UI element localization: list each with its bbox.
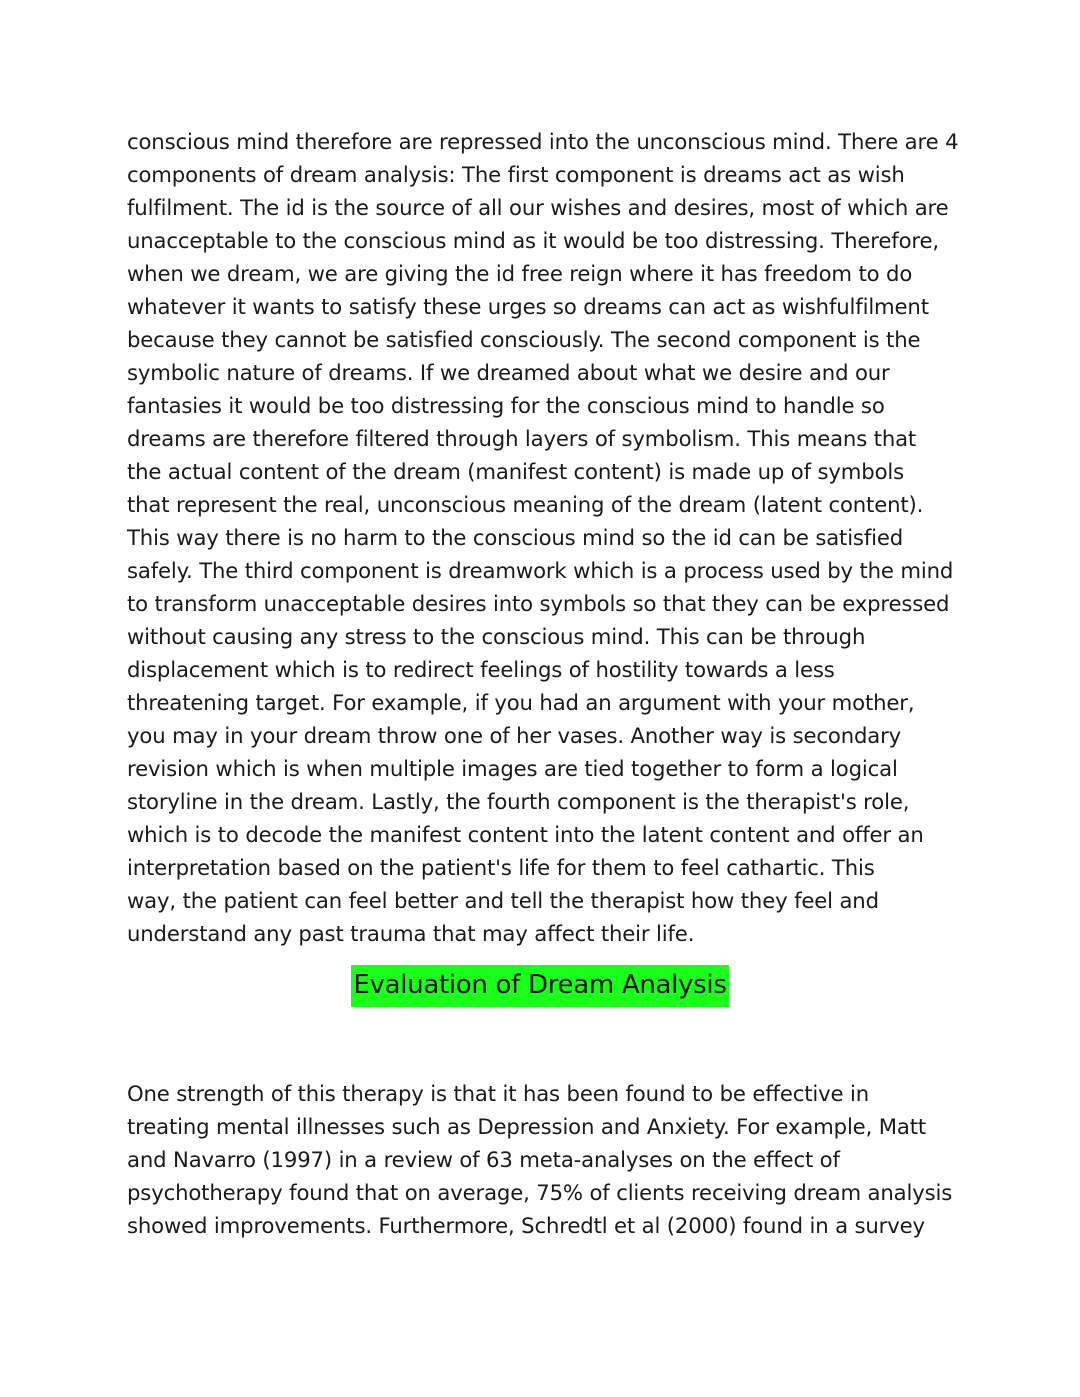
text-line: to transform unacceptable desires into symbols so that they can be expressed	[127, 591, 950, 616]
text-line: dreams are therefore filtered through layers of symbolism. This means that	[127, 426, 917, 451]
text-line: when we dream, we are giving the id free reign where it has freedom to do	[127, 261, 913, 286]
text-line: whatever it wants to satisfy these urges so dreams can act as wishfulfilment	[127, 294, 929, 319]
text-line: that represent the real, unconscious meaning of the dream (latent content).	[127, 492, 924, 517]
text-line: the actual content of the dream (manifest content) is made up of symbols	[127, 459, 905, 484]
section-heading-container	[0, 965, 1080, 1007]
text-line: and Navarro (1997) in a review of 63 meta-analyses on the effect of	[127, 1147, 840, 1172]
section-heading-highlighted: Evaluation of Dream Analysis	[351, 965, 728, 1007]
text-line: fantasies it would be too distressing for the conscious mind to handle so	[127, 393, 885, 418]
text-line: One strength of this therapy is that it has been found to be effective in	[127, 1081, 870, 1106]
text-line: revision which is when multiple images are tied together to form a logical	[127, 756, 898, 781]
text-line: understand any past trauma that may affect their life.	[127, 921, 695, 946]
text-line: unacceptable to the conscious mind as it would be too distressing. Therefore,	[127, 228, 939, 253]
paragraph-evaluation	[127, 1077, 957, 1242]
text-line: which is to decode the manifest content into the latent content and offer an	[127, 822, 924, 847]
text-line: treating mental illnesses such as Depression and Anxiety. For example, Matt	[127, 1114, 927, 1139]
text-line: conscious mind therefore are repressed into the unconscious mind. There are 4	[127, 129, 959, 154]
text-line: components of dream analysis: The first component is dreams act as wish	[127, 162, 905, 187]
text-line: storyline in the dream. Lastly, the fourth component is the therapist's role,	[127, 789, 910, 814]
text-line: safely. The third component is dreamwork which is a process used by the mind	[127, 558, 954, 583]
text-line: displacement which is to redirect feelings of hostility towards a less	[127, 657, 835, 682]
paragraph-dream-analysis-components	[127, 125, 957, 950]
text-line: without causing any stress to the conscious mind. This can be through	[127, 624, 866, 649]
text-line: psychotherapy found that on average, 75% of clients receiving dream analysis	[127, 1180, 953, 1205]
text-line: showed improvements. Furthermore, Schredtl et al (2000) found in a survey	[127, 1213, 925, 1238]
text-line: This way there is no harm to the conscious mind so the id can be satisfied	[127, 525, 904, 550]
text-line: you may in your dream throw one of her vases. Another way is secondary	[127, 723, 902, 748]
text-line: symbolic nature of dreams. If we dreamed about what we desire and our	[127, 360, 890, 385]
text-line: interpretation based on the patient's life for them to feel cathartic. This	[127, 855, 875, 880]
text-line: because they cannot be satisfied consciously. The second component is the	[127, 327, 921, 352]
text-line: fulfilment. The id is the source of all our wishes and desires, most of which are	[127, 195, 949, 220]
text-line: way, the patient can feel better and tell the therapist how they feel and	[127, 888, 879, 913]
text-line: threatening target. For example, if you had an argument with your mother,	[127, 690, 915, 715]
